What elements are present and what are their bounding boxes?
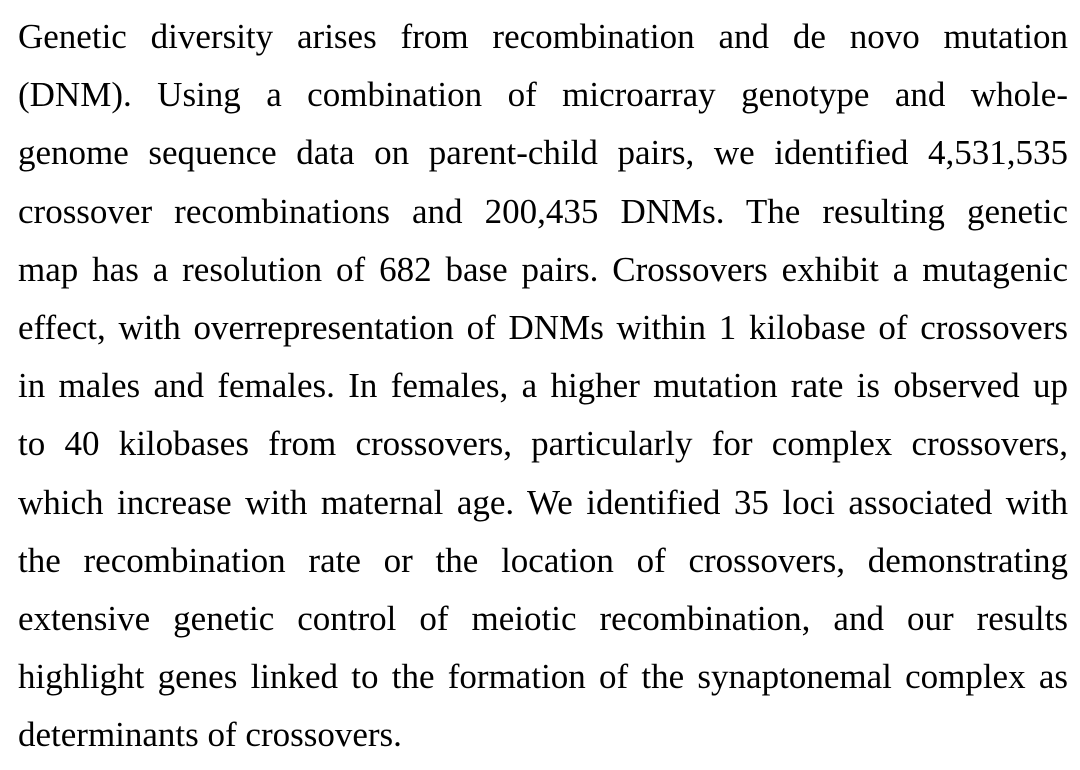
abstract-line: determinants of crossovers. — [18, 715, 402, 755]
abstract-line: crossover recombinations and 200,435 DNMs. The resulting genetic — [18, 191, 1068, 231]
abstract-line: (DNM). Using a combination of microarray genotype and whole- — [18, 75, 1068, 115]
abstract-line: map has a resolution of 682 base pairs. Crossovers exhibit a mutagenic — [18, 249, 1068, 289]
abstract-line: Genetic diversity arises from recombination and de novo mutation — [18, 17, 1068, 56]
abstract-paragraph — [18, 8, 1068, 764]
abstract-line: genome sequence data on parent-child pairs, we identified 4,531,535 — [18, 133, 1068, 173]
abstract-line: in males and females. In females, a higher mutation rate is observed up — [18, 366, 1068, 406]
abstract-line: to 40 kilobases from crossovers, particularly for complex crossovers, — [18, 424, 1068, 464]
abstract-line: highlight genes linked to the formation of the synaptonemal complex as — [18, 657, 1068, 697]
abstract-line: the recombination rate or the location of crossovers, demonstrating — [18, 540, 1068, 580]
abstract-line: effect, with overrepresentation of DNMs within 1 kilobase of crossovers — [18, 307, 1068, 347]
abstract-line: which increase with maternal age. We identified 35 loci associated with — [18, 482, 1068, 522]
abstract-line: extensive genetic control of meiotic recombination, and our results — [18, 598, 1068, 638]
